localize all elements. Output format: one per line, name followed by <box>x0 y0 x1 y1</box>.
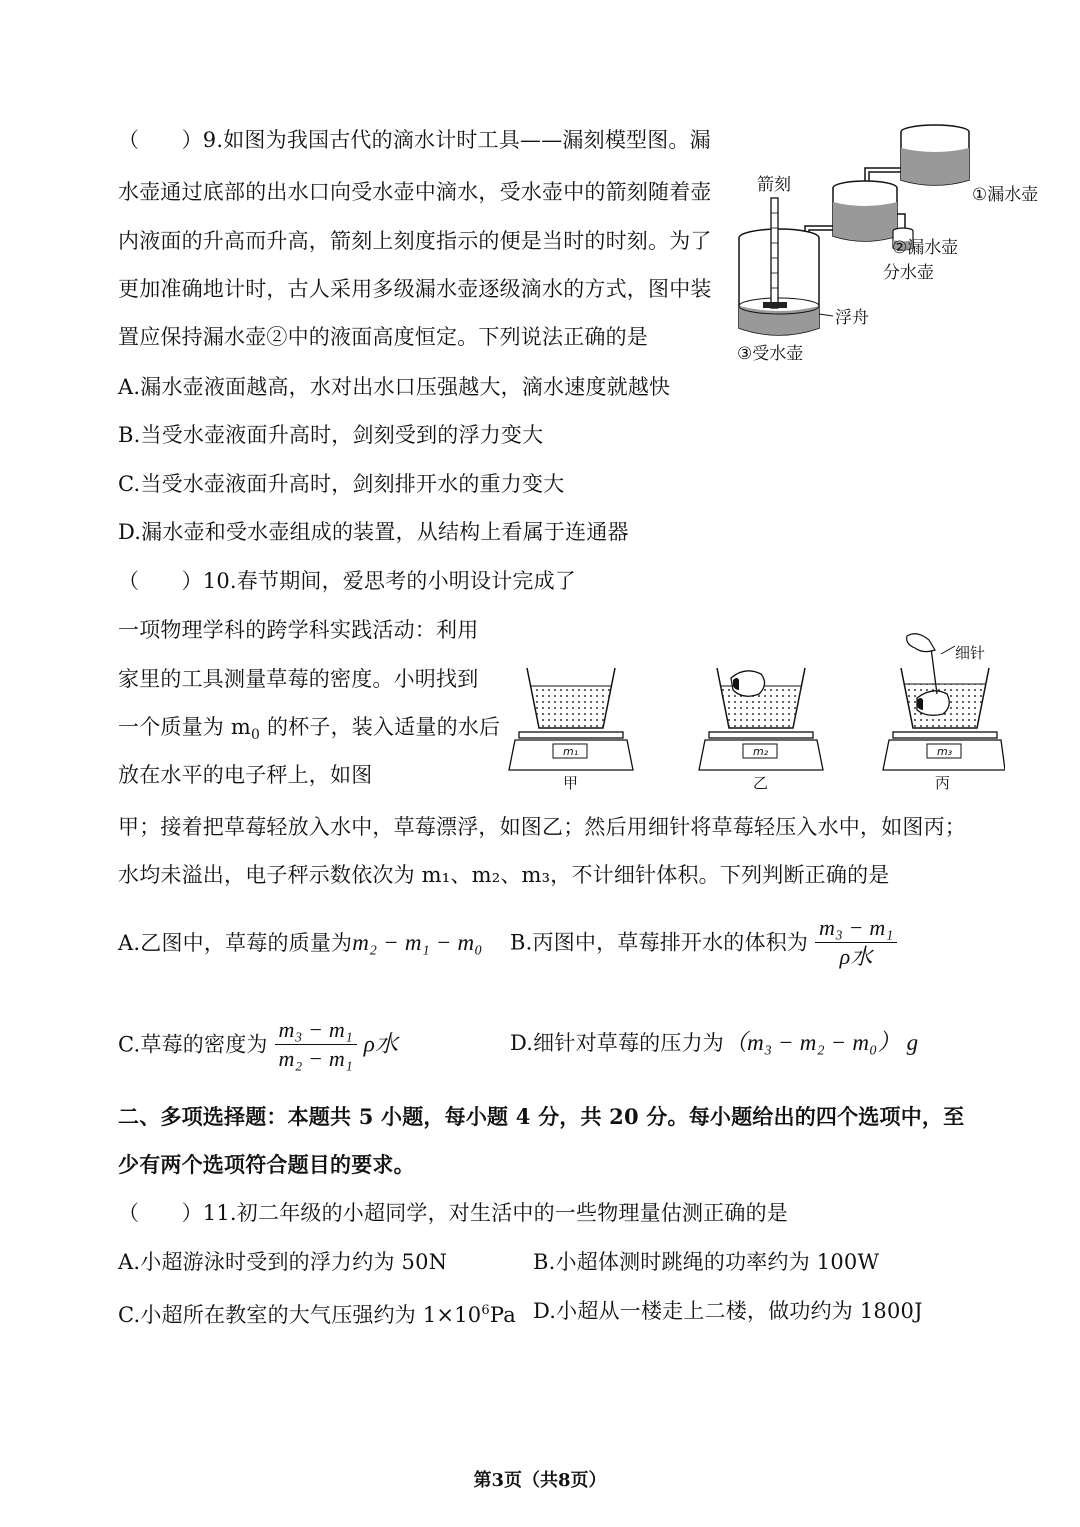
q10-stem-line-6: 甲；接着把草莓轻放入水中，草莓漂浮，如图乙；然后用细针将草莓轻压入水中，如图丙； <box>118 815 966 839</box>
label-needle: 细针 <box>955 644 986 662</box>
q10-stem-line-4: 一个质量为 $m_0$ 的杯子，装入适量的水后 <box>118 715 501 743</box>
caption-jia: 甲 <box>563 774 579 792</box>
q10-stem-line-5: 放在水平的电子秤上，如图 <box>118 763 373 787</box>
q9-stem-line-3: 内液面的升高而升高，箭刻上刻度指示的便是当时的时刻。为了 <box>118 229 712 253</box>
leak-pot-2 <box>833 181 897 241</box>
q11-option-a: A.小超游泳时受到的浮力约为 50N <box>118 1250 448 1274</box>
q9-stem-line-1: （ ）9.如图为我国古代的滴水计时工具——漏刻模型图。漏 <box>118 128 711 152</box>
q10-option-d: D.细针对草莓的压力为（m₃ − m₂ − m₀） g <box>510 1030 919 1055</box>
q10-stem-line-7: 水均未溢出，电子秤示数依次为 m₁、m₂、m₃，不计细针体积。下列判断正确的是 <box>118 863 890 887</box>
q9-option-b: B.当受水壶液面升高时，剑刻受到的浮力变大 <box>118 423 544 447</box>
q9-option-d: D.漏水壶和受水壶组成的装置，从结构上看属于连通器 <box>118 520 629 544</box>
q11-option-b: B.小超体测时跳绳的功率约为 100W <box>533 1250 880 1274</box>
float-boat <box>763 302 787 308</box>
label-float: 浮舟 <box>835 308 869 328</box>
q10-stem-line-3: 家里的工具测量草莓的密度。小明找到 <box>118 667 479 691</box>
q10-stem-line-2: 一项物理学科的跨学科实践活动：利用 <box>118 618 479 642</box>
q9-option-a: A.漏水壶液面越高，水对出水口压强越大，滴水速度就越快 <box>118 375 671 399</box>
caption-yi: 乙 <box>753 774 769 792</box>
q11-option-d: D.小超从一楼走上二楼，做功约为 1800J <box>533 1299 923 1323</box>
q11-stem: （ ）11.初二年级的小超同学，对生活中的一些物理量估测正确的是 <box>118 1201 788 1225</box>
q10-stem-line-1: （ ）10.春节期间，爱思考的小明设计完成了 <box>118 569 576 593</box>
leak-pot-1 <box>901 125 969 185</box>
label-arrow: 箭刻 <box>757 175 791 195</box>
arrow-rod <box>771 198 778 308</box>
q11-option-c: C.小超所在教室的大气压强约为 $1\times 10^6Pa$ <box>118 1303 516 1327</box>
q10-option-a: A.乙图中，草莓的质量为m₂ − m₁ − m₀ <box>118 930 483 955</box>
q10-option-c: C.草莓的密度为 $\frac{\text{m₃ − m₁}}{\text{m₂ − m₁}}$ ρ水 <box>118 1017 399 1071</box>
scale-label-m3: m₃ <box>937 745 953 758</box>
scale-label-m2: m₂ <box>753 745 769 758</box>
q10-option-b: B.丙图中，草莓排开水的体积为 $\frac{\text{m₃ − m₁}}{\text{ρ水}}$ <box>510 914 897 971</box>
label-split-pot: 分水壶 <box>883 263 934 283</box>
page-footer: 第3页（共8页） <box>473 1470 607 1491</box>
section-2-heading-line-1: 二、多项选择题：本题共 5 小题，每小题 4 分，共 20 分。每小题给出的四个选项中，至 <box>118 1104 965 1129</box>
q9-stem-line-4: 更加准确地计时，古人采用多级漏水壶逐级滴水的方式，图中装 <box>118 277 712 301</box>
label-pot-3: ③受水壶 <box>737 344 804 364</box>
strawberry-scales-figure <box>505 628 1005 798</box>
q9-option-c: C.当受水壶液面升高时，剑刻排开水的重力变大 <box>118 472 565 496</box>
hand-icon <box>907 634 935 652</box>
scale-label-m1: m₁ <box>563 745 579 758</box>
q9-stem-line-5: 置应保持漏水壶②中的液面高度恒定。下列说法正确的是 <box>118 325 648 349</box>
section-2-heading-line-2: 少有两个选项符合题目的要求。 <box>118 1152 415 1177</box>
receiving-pot <box>739 229 819 335</box>
q9-stem-line-2: 水壶通过底部的出水口向受水壶中滴水，受水壶中的箭刻随着壶 <box>118 180 712 204</box>
label-pot-1: ①漏水壶 <box>972 185 1039 205</box>
caption-bing: 丙 <box>935 774 951 792</box>
label-pot-2: ②漏水壶 <box>892 238 959 258</box>
